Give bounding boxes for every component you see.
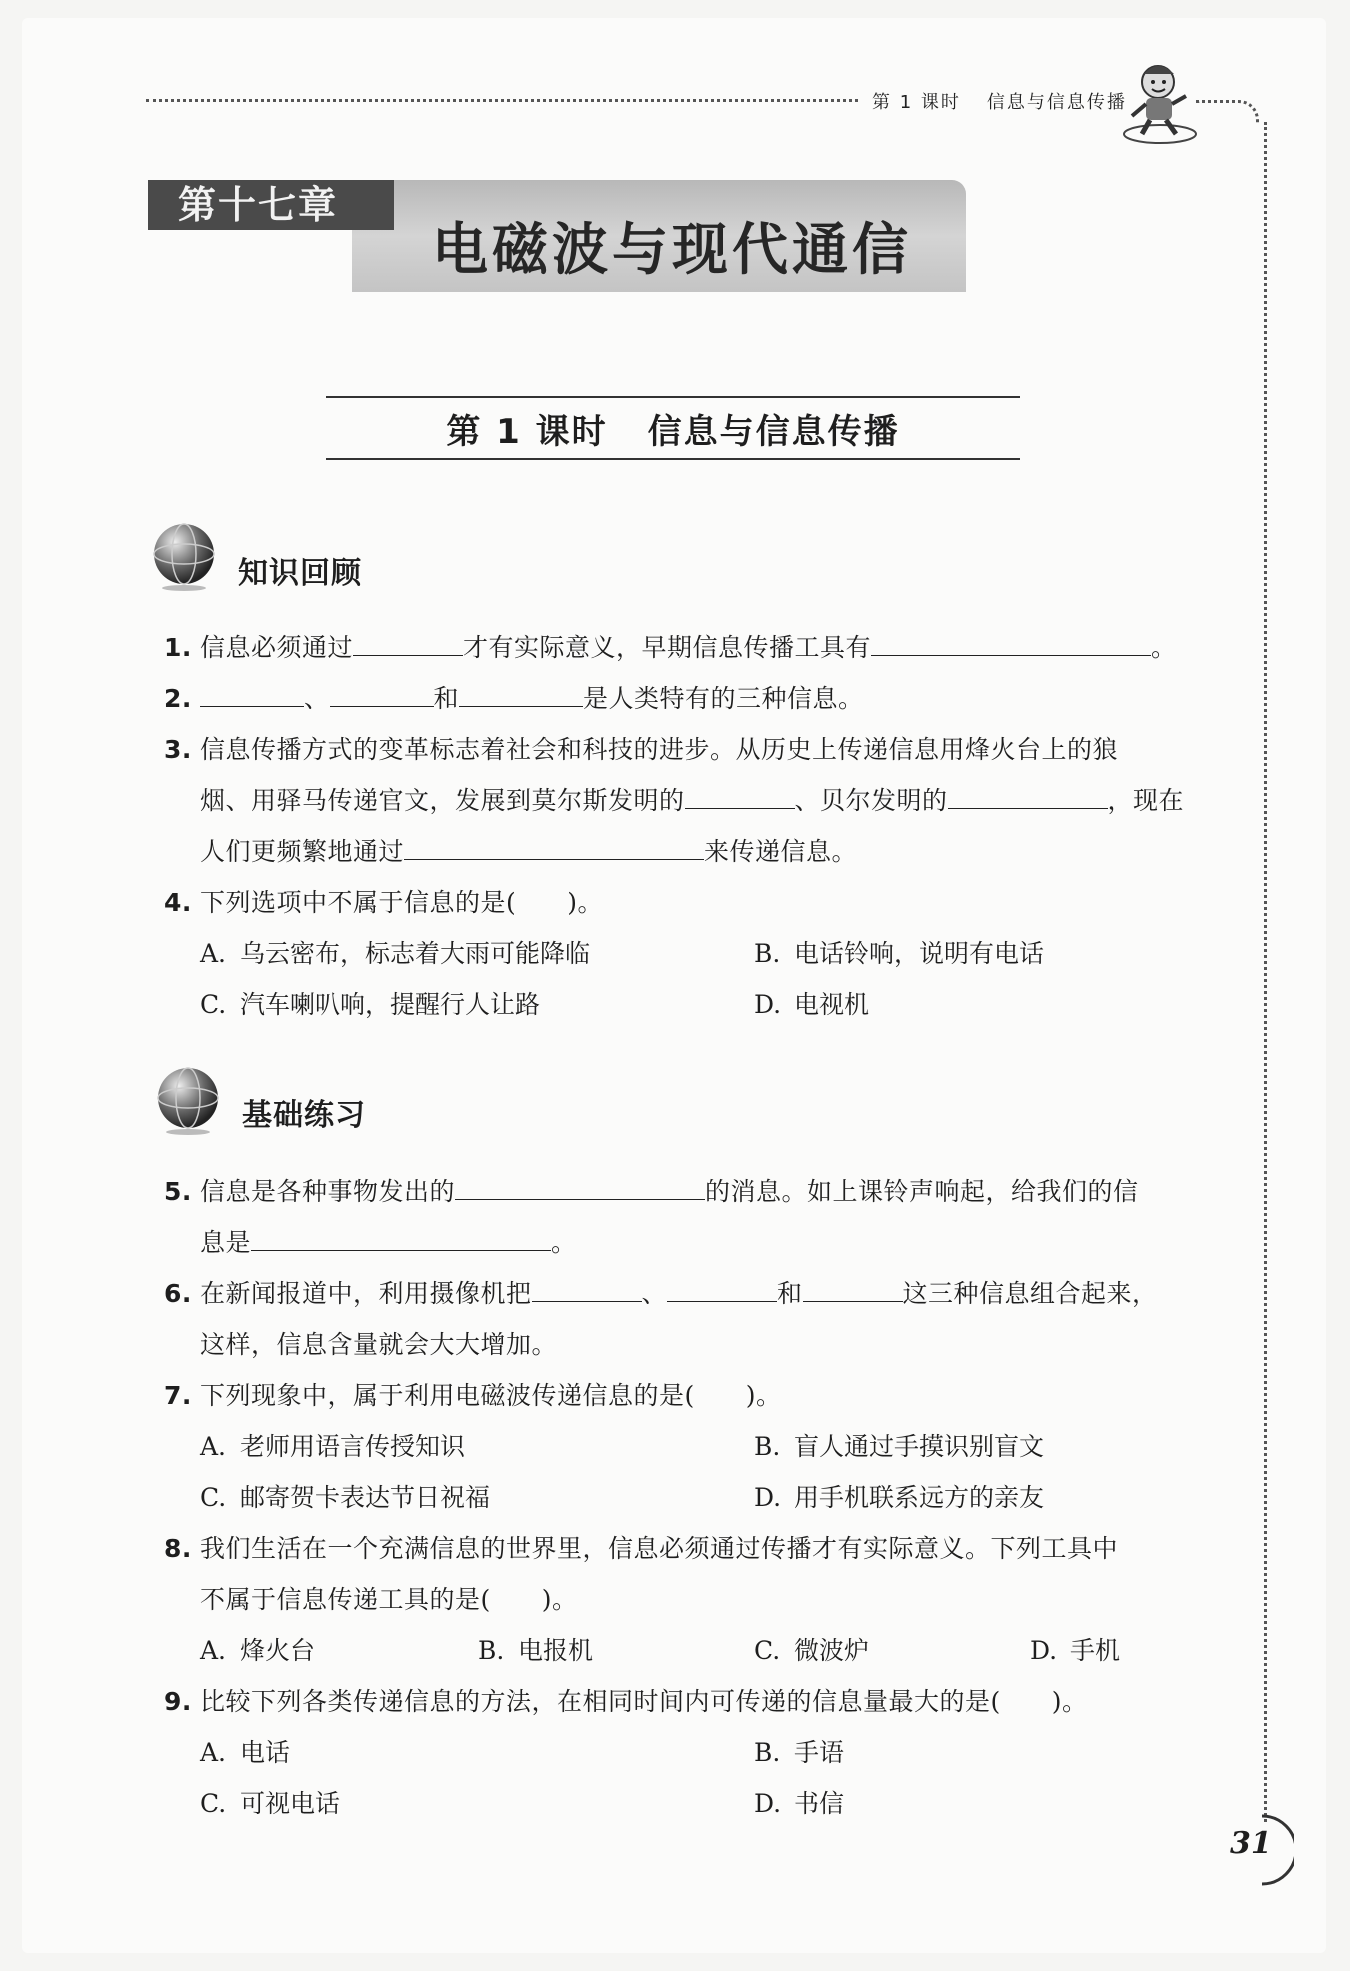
answer-blank[interactable] xyxy=(251,1228,551,1251)
globe-icon xyxy=(148,520,220,592)
question-8-option-b[interactable]: B. 电报机 xyxy=(478,1636,594,1665)
lesson-name: 信息与信息传播 xyxy=(647,412,900,452)
chapter-label: 第十七章 xyxy=(148,180,394,230)
question-8-option-d[interactable]: D. 手机 xyxy=(1030,1636,1121,1665)
answer-blank[interactable] xyxy=(803,1279,903,1302)
question-8-option-a[interactable]: A. 烽火台 xyxy=(200,1636,316,1665)
question-7-option-b[interactable]: B. 盲人通过手摸识别盲文 xyxy=(754,1432,1045,1461)
question-4-option-d[interactable]: D. 电视机 xyxy=(754,990,870,1019)
cartoon-boy-icon xyxy=(1120,56,1200,146)
answer-blank[interactable] xyxy=(685,786,795,809)
answer-blank[interactable] xyxy=(404,837,704,860)
globe-icon xyxy=(152,1064,224,1136)
answer-blank[interactable] xyxy=(330,684,434,707)
lesson-label: 第 1 课时 xyxy=(446,412,608,452)
question-1: 1. 信息必须通过 才有实际意义，早期信息传播工具有 。 xyxy=(164,633,1177,662)
answer-blank[interactable] xyxy=(459,684,583,707)
question-4-option-b[interactable]: B. 电话铃响，说明有电话 xyxy=(754,939,1045,968)
question-8-option-c[interactable]: C. 微波炉 xyxy=(754,1636,870,1665)
question-9-option-b[interactable]: B. 手语 xyxy=(754,1738,845,1767)
answer-blank[interactable] xyxy=(455,1177,705,1200)
question-9-option-c[interactable]: C. 可视电话 xyxy=(200,1789,341,1818)
lesson-title-rule-top xyxy=(326,396,1020,398)
question-7: 7. 下列现象中，属于利用电磁波传递信息的是( )。 xyxy=(164,1381,782,1410)
question-3-line-2: 烟、用驿马传递官文，发展到莫尔斯发明的 、贝尔发明的 ，现在 xyxy=(200,786,1185,815)
question-3-line-1: 3. 信息传播方式的变革标志着社会和科技的进步。从历史上传递信息用烽火台上的狼 xyxy=(164,735,1119,764)
chapter-title-banner xyxy=(352,180,966,292)
section-title-review: 知识回顾 xyxy=(238,556,362,591)
question-4-option-a[interactable]: A. 乌云密布，标志着大雨可能降临 xyxy=(200,939,591,968)
answer-blank[interactable] xyxy=(532,1279,642,1302)
question-7-option-c[interactable]: C. 邮寄贺卡表达节日祝福 xyxy=(200,1483,491,1512)
question-6-line-1: 6. 在新闻报道中，利用摄像机把 、 和 这三种信息组合起来， xyxy=(164,1279,1158,1308)
side-dotted-rule xyxy=(1264,122,1267,1822)
question-3-line-3: 人们更频繁地通过 来传递信息。 xyxy=(200,837,858,866)
running-header xyxy=(872,88,1127,114)
question-2: 2. 、 和 是人类特有的三种信息。 xyxy=(164,684,864,713)
question-7-option-a[interactable]: A. 老师用语言传授知识 xyxy=(200,1432,466,1461)
answer-blank[interactable] xyxy=(200,684,304,707)
question-8-line-2: 不属于信息传递工具的是( )。 xyxy=(200,1585,578,1614)
chapter-title: 电磁波与现代通信 xyxy=(432,218,912,283)
question-9: 9. 比较下列各类传递信息的方法，在相同时间内可传递的信息量最大的是( )。 xyxy=(164,1687,1088,1716)
answer-blank[interactable] xyxy=(667,1279,777,1302)
answer-blank[interactable] xyxy=(948,786,1108,809)
question-5-line-1: 5. 信息是各种事物发出的 的消息。如上课铃声响起，给我们的信 xyxy=(164,1177,1139,1206)
question-4-option-c[interactable]: C. 汽车喇叭响，提醒行人让路 xyxy=(200,990,541,1019)
answer-blank[interactable] xyxy=(871,633,1151,656)
running-header-lesson: 第 1 课时 xyxy=(872,92,961,113)
section-title-practice: 基础练习 xyxy=(242,1098,366,1133)
header-dotted-corner xyxy=(1196,100,1259,123)
question-7-option-d[interactable]: D. 用手机联系远方的亲友 xyxy=(754,1483,1045,1512)
question-5-line-2: 息是 。 xyxy=(200,1228,577,1257)
running-header-topic: 信息与信息传播 xyxy=(986,92,1127,113)
question-9-option-a[interactable]: A. 电话 xyxy=(200,1738,291,1767)
question-9-option-d[interactable]: D. 书信 xyxy=(754,1789,845,1818)
header-dotted-rule xyxy=(146,99,858,102)
question-4: 4. 下列选项中不属于信息的是( )。 xyxy=(164,888,604,917)
lesson-title xyxy=(326,404,1020,453)
page-number: 31 xyxy=(1230,1826,1272,1861)
question-6-line-2: 这样，信息含量就会大大增加。 xyxy=(200,1330,558,1359)
answer-blank[interactable] xyxy=(353,633,463,656)
lesson-title-rule-bottom xyxy=(326,458,1020,460)
question-8-line-1: 8. 我们生活在一个充满信息的世界里，信息必须通过传播才有实际意义。下列工具中 xyxy=(164,1534,1119,1563)
